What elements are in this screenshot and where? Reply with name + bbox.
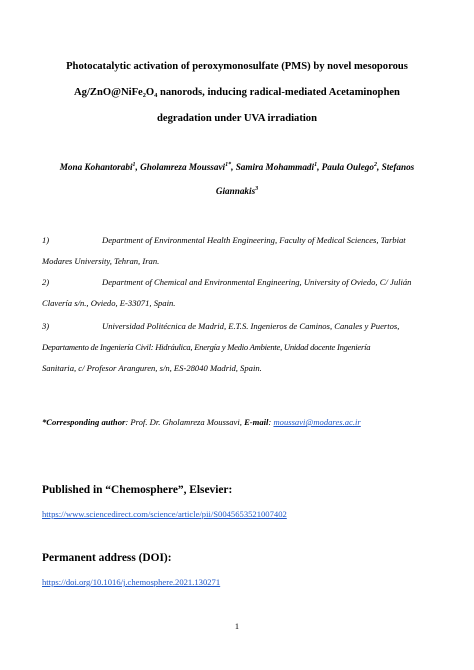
title-line-1: Photocatalytic activation of peroxymonosulfate (PMS) by novel mesoporous (66, 61, 408, 72)
title-line-2: Ag/ZnO@NiFe₂O₄ nanorods, inducing radical-mediated Acetaminophen (74, 87, 400, 98)
author-affil-sup: 1 (314, 162, 318, 168)
affiliation-text: Universidad Politécnica de Madrid, E.T.S. Ingenieros de Caminos, Canales y Puertos, (102, 321, 400, 331)
author-affil-sup: 1 (132, 162, 136, 168)
author-line-2 (40, 179, 434, 203)
doi-url-link[interactable]: https://doi.org/10.1016/j.chemosphere.2021.130271 (42, 577, 221, 587)
author-list (40, 155, 434, 203)
published-url-link[interactable]: https://www.sciencedirect.com/science/article/pii/S0045653521007402 (42, 509, 287, 519)
affiliation-number: 2) (42, 277, 50, 287)
author-name: Paula Oulego (321, 162, 374, 172)
affiliation-number: 3) (42, 321, 50, 331)
author-name: Giannakis (215, 186, 256, 196)
author-name: Stefanos (381, 162, 415, 172)
corresponding-label: *Corresponding author (42, 417, 126, 427)
affiliation-text: Clavería s/n., Oviedo, E-33071, Spain. (42, 298, 176, 308)
title-line-3: degradation under UVA irradiation (156, 113, 317, 124)
corresponding-text: : Prof. Dr. Gholamreza Moussavi, (125, 417, 245, 427)
affiliation-2 (42, 272, 434, 314)
affiliation-text: Department of Environmental Health Engineering, Faculty of Medical Sciences, Tarbiat (102, 235, 406, 245)
permanent-heading: Permanent address (DOI): (42, 552, 172, 564)
email-separator: : (268, 417, 274, 427)
author-name: Gholamreza Moussavi (140, 162, 226, 172)
page-number: 1 (234, 622, 240, 631)
email-label: E-mail (244, 417, 269, 427)
author-affil-sup: 1* (225, 162, 232, 168)
affiliation-3 (42, 316, 434, 379)
affiliation-text: Department of Chemical and Environmental Engineering, University of Oviedo, C/ Julián (102, 277, 412, 287)
affiliation-text: Departamento de Ingeniería Civil: Hidráulica, Energía y Medio Ambiente, Unidad docente Ingeniería (42, 342, 371, 352)
affiliation-text: Sanitaria, c/ Profesor Aranguren, s/n, ES-28040 Madrid, Spain. (42, 363, 262, 373)
author-name: Mona Kohantorabi (59, 162, 133, 172)
corresponding-author (42, 414, 434, 430)
email-link[interactable]: moussavi@modares.ac.ir (273, 417, 361, 427)
author-name: Samira Mohammadi (235, 162, 315, 172)
affiliation-text: Modares University, Tehran, Iran. (42, 256, 160, 266)
affiliation-1 (42, 230, 434, 272)
published-heading: Published in “Chemosphere”, Elsevier: (42, 484, 233, 496)
paper-title (40, 54, 434, 132)
author-affil-sup: 2 (373, 162, 377, 168)
affiliation-number: 1) (42, 235, 50, 245)
author-affil-sup: 3 (255, 186, 259, 192)
author-line-1: Mona Kohantorabi$^1$, Gholamreza Moussavi$^{1*}$, Samira Mohammadi$^1$, Paula Oulego$^2$, Stefanos (59, 162, 415, 172)
